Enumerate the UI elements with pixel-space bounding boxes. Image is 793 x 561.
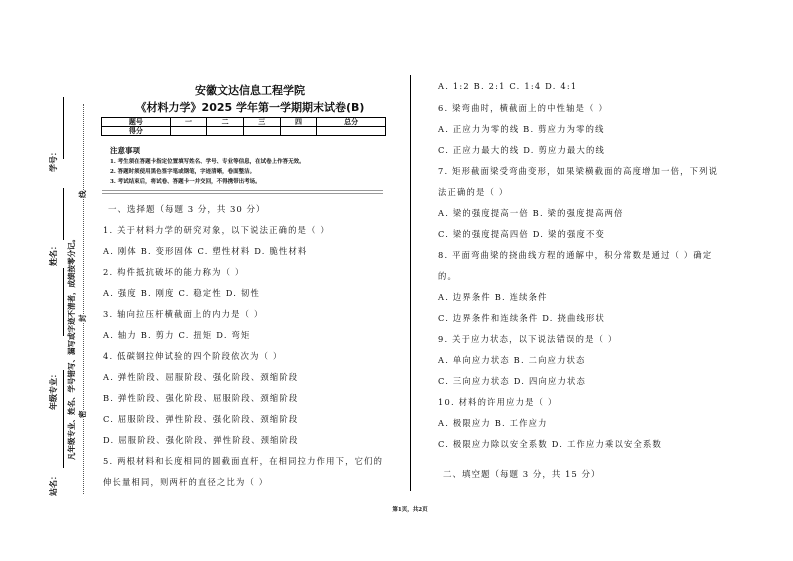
- cell: 总分: [317, 118, 386, 127]
- question-line: A. 单向应力状态 B. 二向应力状态: [438, 355, 586, 365]
- question-line: C. 边界条件和连续条件 D. 挠曲线形状: [438, 313, 605, 323]
- question-line: C. 三向应力状态 D. 四向应力状态: [438, 376, 586, 386]
- question-line: C. 屈服阶段、弹性阶段、强化阶段、颈缩阶段: [103, 414, 299, 424]
- cell: [207, 127, 244, 136]
- question-line: 伸长量相同，则两杆的直径之比为（ ）: [103, 477, 269, 487]
- question-line: 的。: [438, 271, 457, 281]
- cell: [280, 127, 317, 136]
- seal-mark-feng: 封: [78, 314, 87, 322]
- question-line: C. 极限应力除以安全系数 D. 工作应力乘以安全系数: [438, 439, 662, 449]
- cell: [317, 127, 386, 136]
- exam-title: 《材料力学》2025 学年第一学期期末试卷(B): [135, 101, 365, 114]
- question-line: 法正确的是（ ）: [438, 187, 509, 197]
- question-line: 4. 低碳钢拉伸试验的四个阶段依次为（ ）: [103, 351, 283, 361]
- cell: 三: [243, 118, 280, 127]
- question-line: 3. 轴向拉压杆横截面上的内力是（ ）: [103, 309, 264, 319]
- name-line-2: [63, 268, 64, 336]
- page-number: 第1页，共2页: [392, 507, 428, 513]
- binding-warning: 凡年级专业、姓名、学号错写、漏写或字迹不清者，成绩按零分记。: [67, 235, 76, 460]
- question-line: A. 边界条件 B. 连续条件: [438, 292, 548, 302]
- seal-line: [83, 104, 84, 494]
- student-id-label: 学号：: [48, 148, 58, 172]
- question-line: 10. 材料的许用应力是（ ）: [438, 397, 558, 407]
- question-line: A. 正应力为零的线 B. 剪应力为零的线: [438, 124, 605, 134]
- cell: [170, 127, 207, 136]
- seal-mark-mi: 密: [78, 410, 87, 418]
- question-line: 1. 关于材料力学的研究对象，以下说法正确的是（ ）: [103, 225, 330, 235]
- cell: 题号: [102, 118, 171, 127]
- cell: [243, 127, 280, 136]
- seal-mark-xian: 线: [78, 190, 87, 198]
- question-line: A. 刚体 B. 变形固体 C. 塑性材料 D. 脆性材料: [103, 246, 308, 256]
- cell: 得分: [102, 127, 171, 136]
- question-line: A. 梁的强度提高一倍 B. 梁的强度提高两倍: [438, 208, 624, 218]
- double-divider: [102, 190, 383, 194]
- score-table-score-row: [102, 127, 386, 136]
- question-line: D. 屈服阶段、强化阶段、弹性阶段、颈缩阶段: [103, 435, 299, 445]
- question-line: A. 强度 B. 刚度 C. 稳定性 D. 韧性: [103, 288, 260, 298]
- question-line: C. 梁的强度提高四倍 D. 梁的强度不变: [438, 229, 605, 239]
- notice-item: 3. 考试结束后，将试卷、答题卡一并交回，不得携带出考场。: [110, 179, 261, 185]
- notice-item: 1. 考生须在答题卡指定位置填写姓名、学号、专业等信息，在试卷上作答无效。: [110, 159, 305, 165]
- section-1-title: 一、选择题（每题 3 分，共 30 分）: [108, 205, 266, 215]
- question-line: A. 极限应力 B. 工作应力: [438, 418, 548, 428]
- question-line: 6. 梁弯曲时，横截面上的中性轴是（ ）: [438, 103, 608, 113]
- column-divider: [410, 75, 411, 491]
- section-2-title: 二、填空题（每题 3 分，共 15 分）: [443, 470, 601, 480]
- question-line: 5. 两根材料和长度相同的圆截面直杆，在相同拉力作用下，它们的: [103, 456, 384, 466]
- cell: 二: [207, 118, 244, 127]
- station-label: 站名：: [48, 472, 58, 496]
- notice-item: 2. 答题时须使用黑色签字笔或钢笔，字迹清晰，卷面整洁。: [110, 169, 256, 175]
- question-line: C. 正应力最大的线 D. 剪应力最大的线: [438, 145, 605, 155]
- question-line: 8. 平面弯曲梁的挠曲线方程的通解中，积分常数是通过（ ）确定: [438, 250, 713, 260]
- score-table-header-row: [102, 118, 386, 127]
- name-label: 姓名：: [48, 242, 58, 266]
- question-line: 2. 构件抵抗破坏的能力称为（ ）: [103, 267, 245, 277]
- major-label: 年级专业：: [48, 370, 58, 410]
- student-id-line: [63, 97, 64, 159]
- cell: 四: [280, 118, 317, 127]
- question-line: A. 1:2 B. 2:1 C. 1:4 D. 4:1: [438, 81, 578, 91]
- question-line: 7. 矩形截面梁受弯曲变形，如果梁横截面的高度增加一倍，下列说: [438, 166, 719, 176]
- major-line: [63, 370, 64, 468]
- name-line: [63, 188, 64, 240]
- school-name: 安徽文达信息工程学院: [195, 84, 305, 97]
- question-line: A. 弹性阶段、屈服阶段、强化阶段、颈缩阶段: [103, 372, 299, 382]
- question-line: B. 弹性阶段、强化阶段、屈服阶段、颈缩阶段: [103, 393, 299, 403]
- question-line: 9. 关于应力状态，以下说法错误的是（ ）: [438, 334, 618, 344]
- cell: 一: [170, 118, 207, 127]
- score-table: [101, 117, 386, 136]
- notice-title: 注意事项: [110, 146, 140, 155]
- question-line: A. 轴力 B. 剪力 C. 扭矩 D. 弯矩: [103, 330, 251, 340]
